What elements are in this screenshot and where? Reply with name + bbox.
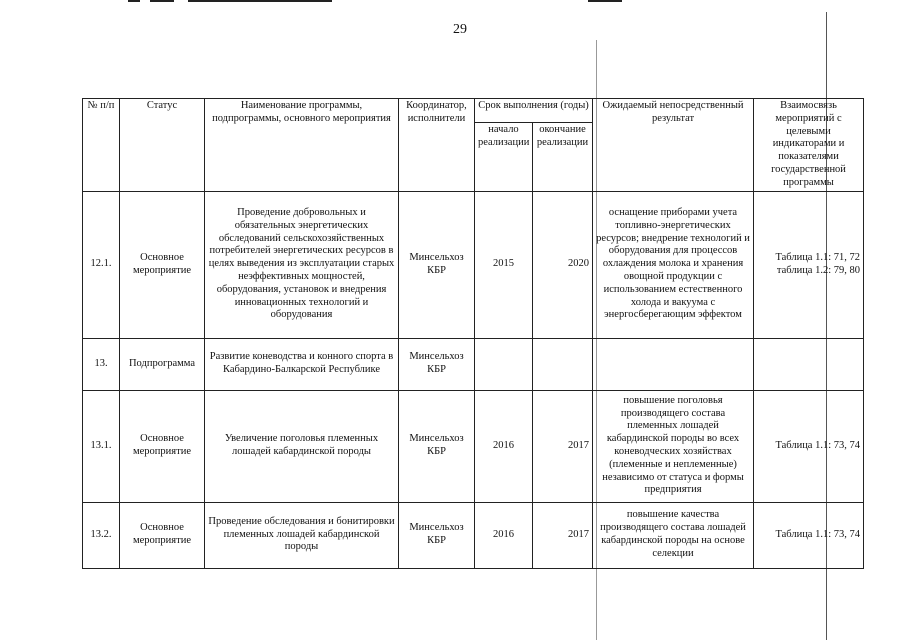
row-start: 2016 [475, 502, 533, 568]
header-coordinator: Координатор, исполнители [399, 99, 475, 192]
row-result [593, 338, 754, 390]
row-link: Таблица 1.1: 73, 74 [754, 502, 864, 568]
header-num: № п/п [83, 99, 120, 192]
row-end: 2020 [533, 191, 593, 338]
table-row [83, 502, 864, 568]
page-number: 29 [453, 22, 467, 37]
row-coordinator: Минсельхоз КБР [399, 502, 475, 568]
row-name: Развитие коневодства и конного спорта в Кабардино-Балкарской Республике [205, 338, 399, 390]
program-table [82, 98, 864, 569]
header-period-end: окончание реализации [533, 122, 593, 191]
header-name: Наименование программы, подпрограммы, основного мероприятия [205, 99, 399, 192]
row-result: повышение качества производящего состава лошадей кабардинской породы на основе селекции [593, 502, 754, 568]
row-coordinator: Минсельхоз КБР [399, 191, 475, 338]
row-coordinator: Минсельхоз КБР [399, 338, 475, 390]
row-link [754, 338, 864, 390]
row-name: Проведение обследования и бонитировки племенных лошадей кабардинской породы [205, 502, 399, 568]
row-num: 12.1. [83, 191, 120, 338]
scan-mark [188, 0, 332, 2]
table-row [83, 338, 864, 390]
row-coordinator: Минсельхоз КБР [399, 390, 475, 502]
header-row [83, 99, 864, 123]
row-end [533, 338, 593, 390]
table-row [83, 390, 864, 502]
header-result: Ожидаемый непосредственный результат [593, 99, 754, 192]
row-result: повышение поголовья производящего состава племенных лошадей кабардинской породы во всех коневодческих хозяйствах (племенные и неплеменные) независимо от статуса и формы предприятия [593, 390, 754, 502]
row-status: Основное мероприятие [120, 191, 205, 338]
row-start [475, 338, 533, 390]
header-status: Статус [120, 99, 205, 192]
row-num: 13.2. [83, 502, 120, 568]
row-status: Основное мероприятие [120, 390, 205, 502]
row-num: 13. [83, 338, 120, 390]
row-name: Увеличение поголовья племенных лошадей кабардинской породы [205, 390, 399, 502]
row-status: Подпрограмма [120, 338, 205, 390]
row-num: 13.1. [83, 390, 120, 502]
scan-mark [150, 0, 174, 2]
row-end: 2017 [533, 390, 593, 502]
row-result: оснащение приборами учета топливно-энергетических ресурсов; внедрение технологий и оборудования для процессов охлаждения молока и хранения овощной продукции с использованием естественного холода и вакуума с энергосберегающим эффектом [593, 191, 754, 338]
header-period-start: начало реализации [475, 122, 533, 191]
scan-mark [128, 0, 140, 2]
row-end: 2017 [533, 502, 593, 568]
row-link: Таблица 1.1: 71, 72 таблица 1.2: 79, 80 [754, 191, 864, 338]
header-link: Взаимосвязь мероприятий с целевыми индикаторами и показателями государственной программы [754, 99, 864, 192]
table-row [83, 191, 864, 338]
row-status: Основное мероприятие [120, 502, 205, 568]
scan-mark [588, 0, 622, 2]
header-period: Срок выполнения (годы) [475, 99, 593, 123]
row-start: 2015 [475, 191, 533, 338]
row-link: Таблица 1.1: 73, 74 [754, 390, 864, 502]
row-name: Проведение добровольных и обязательных энергетических обследований сельскохозяйственных потребителей энергетических ресурсов в целях выведения из эксплуатации старых неэффективных мощностей, оборудования, установок и внедрения инновационных технологий и оборудования [205, 191, 399, 338]
row-start: 2016 [475, 390, 533, 502]
